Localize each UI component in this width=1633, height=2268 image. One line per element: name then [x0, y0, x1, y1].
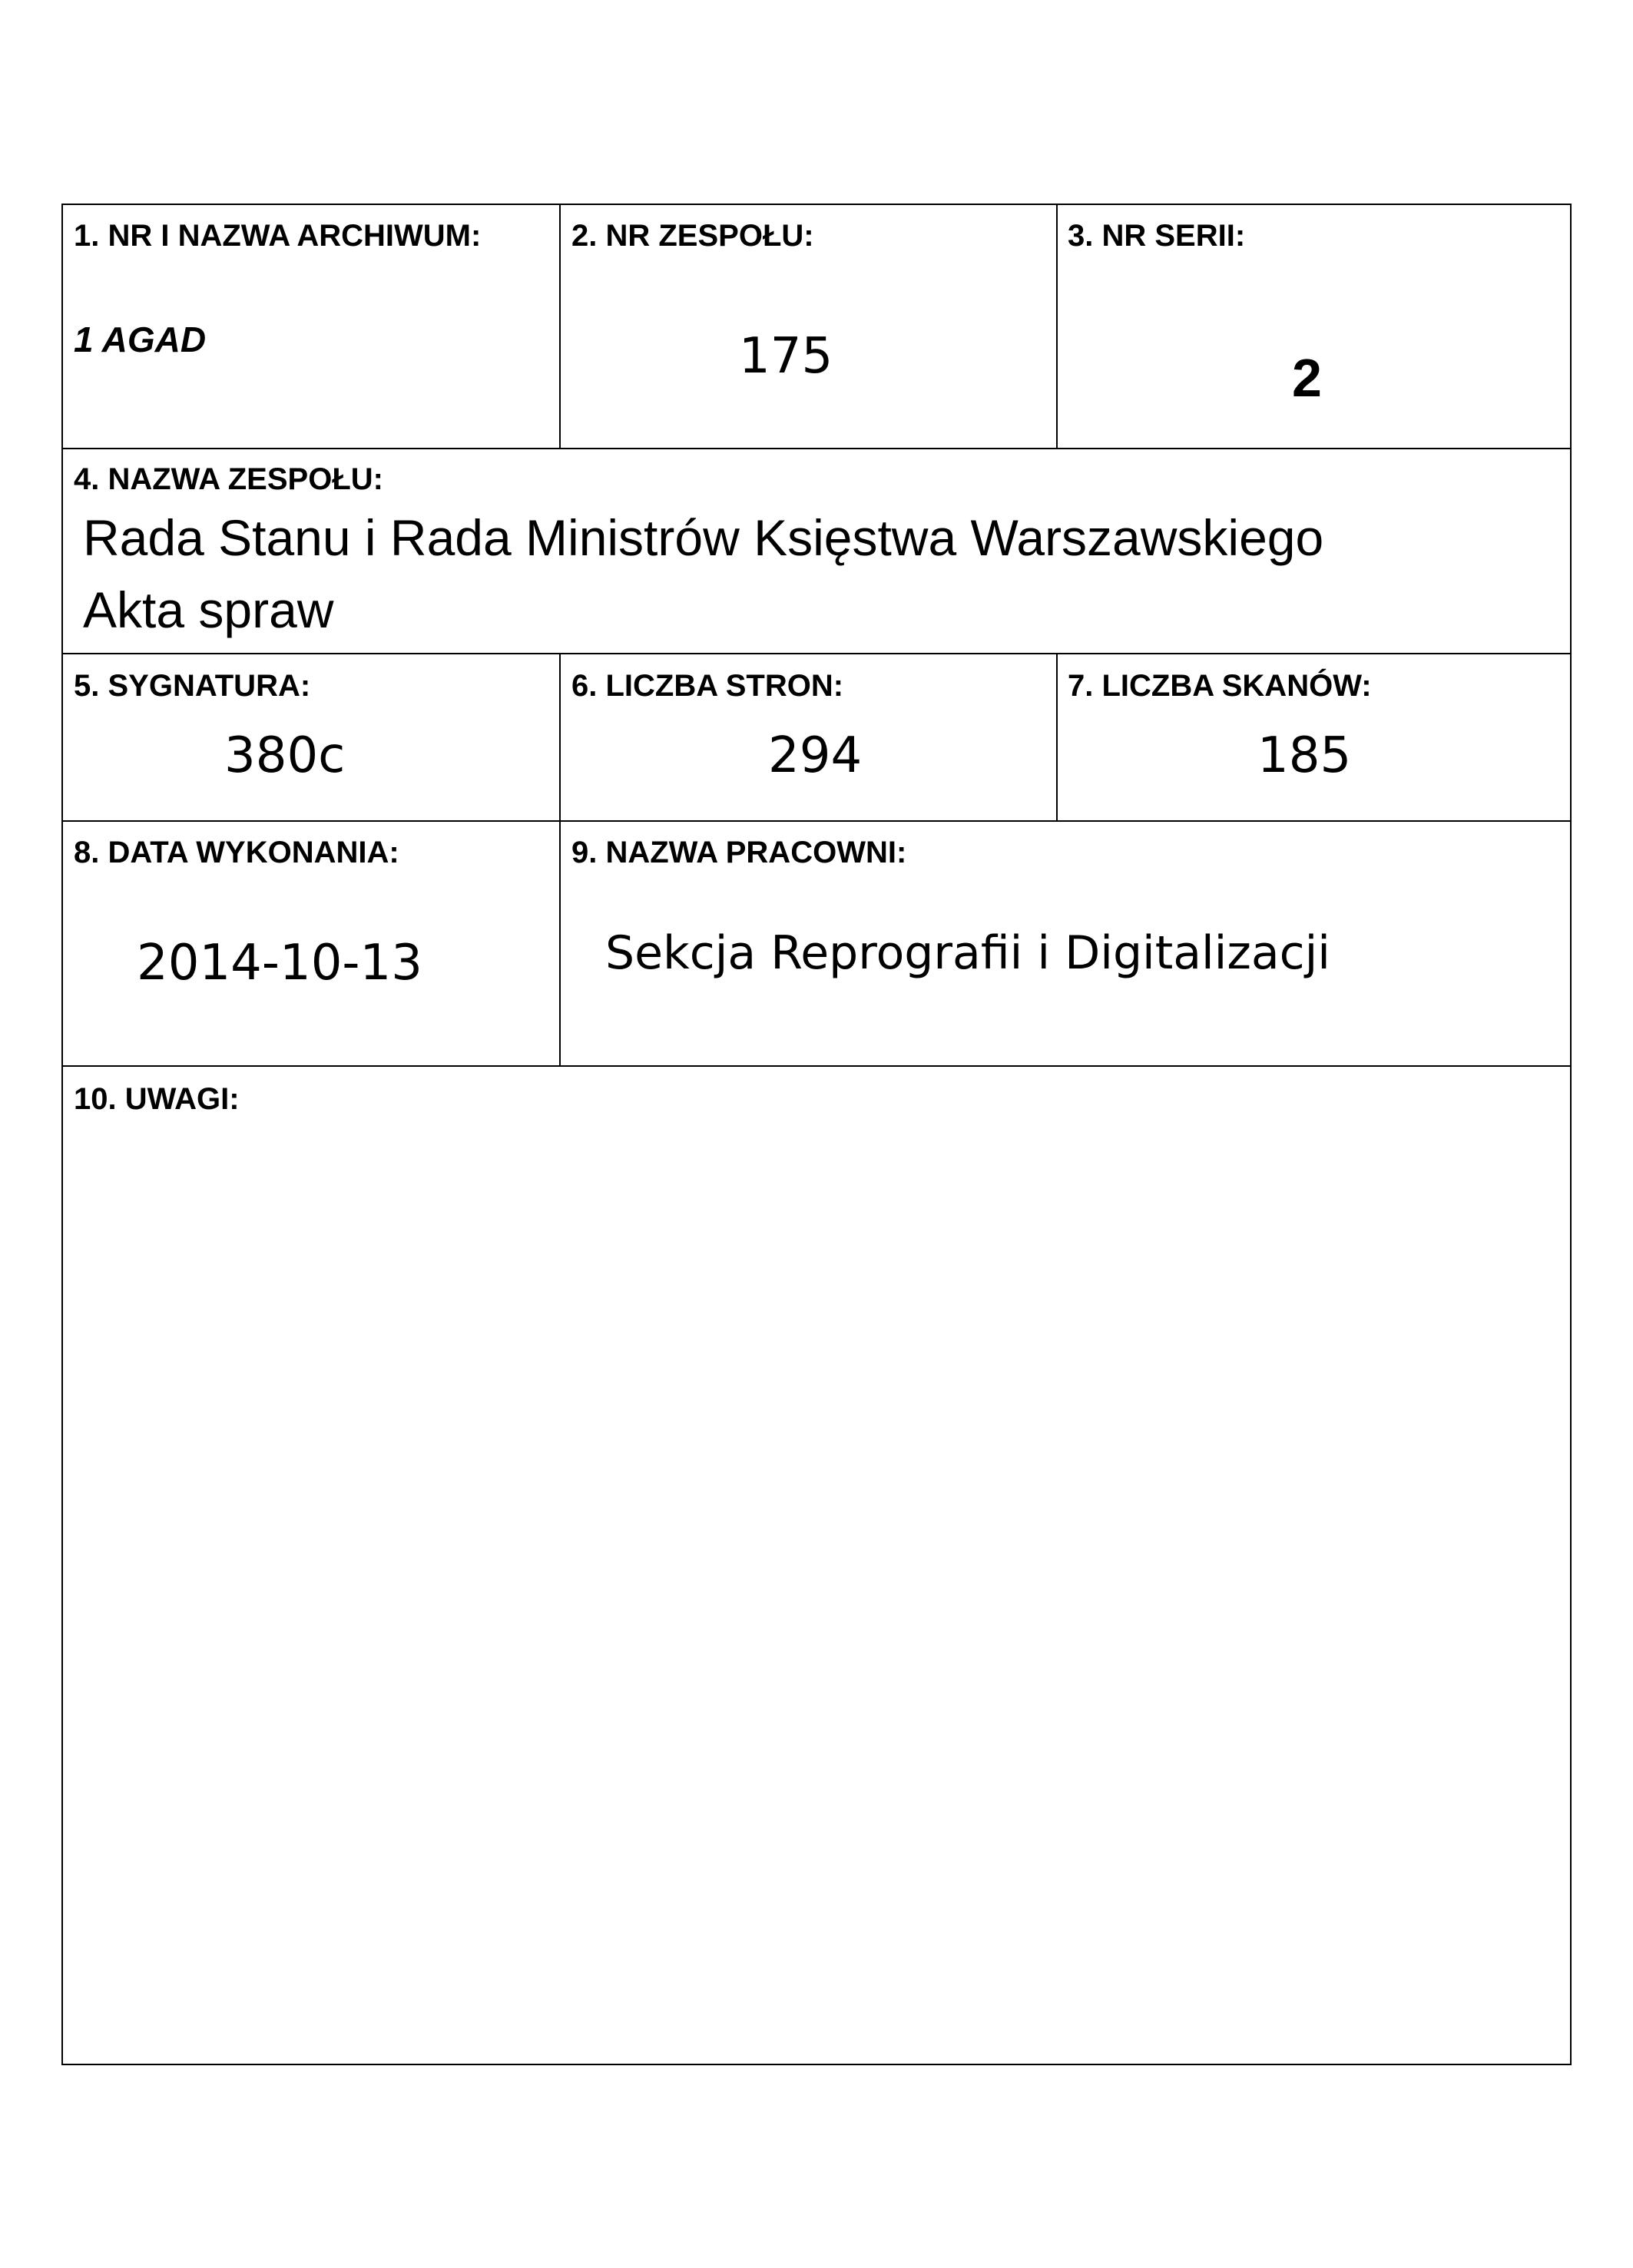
fonds-name-line2: Akta spraw: [83, 581, 334, 638]
archive-label: 1. NR I NAZWA ARCHIWUM:: [74, 219, 482, 253]
workshop-name-value: Sekcja Reprografii i Digitalizacji: [605, 926, 1330, 980]
column-divider: [559, 653, 561, 820]
signature-label: 5. SYGNATURA:: [74, 669, 311, 703]
series-number-value: 2: [1292, 348, 1322, 408]
row-divider: [63, 820, 1570, 822]
signature-value: 380c: [224, 727, 346, 784]
column-divider: [1056, 205, 1058, 448]
remarks-label: 10. UWAGI:: [74, 1082, 240, 1116]
row-divider: [63, 653, 1570, 654]
execution-date-value: 2014-10-13: [137, 935, 422, 992]
metryczka-card: [61, 204, 1572, 2065]
scan-count-label: 7. LICZBA SKANÓW:: [1068, 669, 1372, 703]
scan-count-value: 185: [1257, 727, 1352, 784]
column-divider: [559, 820, 561, 1065]
execution-date-label: 8. DATA WYKONANIA:: [74, 836, 399, 869]
workshop-name-label: 9. NAZWA PRACOWNI:: [571, 836, 907, 869]
page-count-label: 6. LICZBA STRON:: [571, 669, 844, 703]
fonds-name-line1: Rada Stanu i Rada Ministrów Księstwa Warszawskiego: [83, 509, 1324, 566]
column-divider: [1056, 653, 1058, 820]
column-divider: [559, 205, 561, 448]
fonds-number-value: 175: [739, 328, 833, 385]
series-number-label: 3. NR SERII:: [1068, 219, 1246, 253]
page-count-value: 294: [768, 727, 863, 784]
fonds-number-label: 2. NR ZESPOŁU:: [571, 219, 814, 253]
row-divider: [63, 1065, 1570, 1067]
fonds-name-label: 4. NAZWA ZESPOŁU:: [74, 462, 383, 496]
row-divider: [63, 448, 1570, 449]
archive-value: 1 AGAD: [74, 320, 207, 359]
